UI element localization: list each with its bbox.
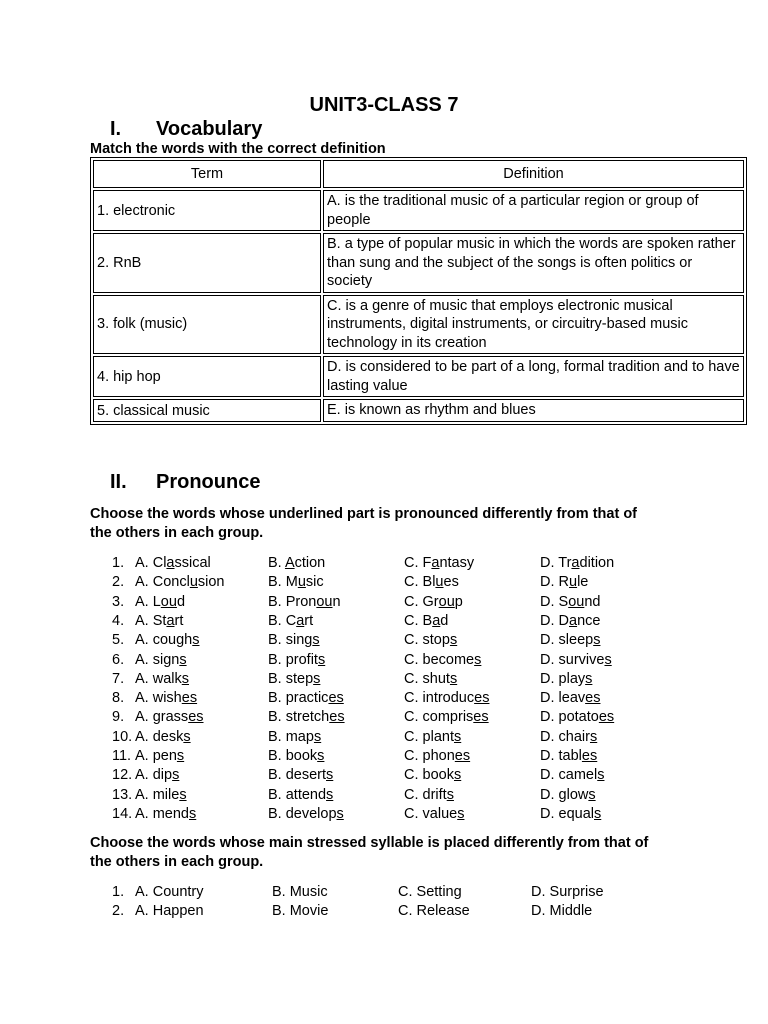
underlined-part: s: [189, 805, 197, 822]
term-cell: 2. RnB: [93, 233, 321, 293]
option-text: B. C: [268, 612, 297, 629]
option-text: nd: [584, 593, 601, 610]
underlined-part: s: [446, 786, 454, 803]
option-text: B. M: [268, 574, 298, 591]
option-b: [268, 787, 333, 803]
underlined-part: es: [328, 690, 344, 707]
option-a: [135, 806, 196, 822]
underlined-part: s: [313, 670, 321, 687]
option-c: [404, 709, 489, 725]
option-text: sic: [305, 574, 324, 591]
option-text: n: [332, 593, 341, 610]
option-c: [404, 632, 457, 648]
option-text: D. R: [540, 574, 569, 591]
table-row: [93, 295, 744, 355]
underlined-part: a: [431, 555, 440, 571]
option-a: [135, 767, 179, 783]
option-text: d: [176, 593, 186, 610]
underlined-part: es: [581, 748, 598, 764]
question-number: 2.: [112, 903, 125, 920]
option-d: [540, 690, 600, 706]
option-b: [268, 729, 321, 745]
table-row: [93, 399, 744, 422]
option-c: [404, 594, 463, 610]
option-text: C. shut: [404, 670, 450, 687]
option-text: C. become: [404, 651, 475, 668]
option-text: B. book: [268, 748, 318, 764]
section-title: Vocabulary: [156, 118, 263, 140]
vocab-instruction: Match the words with the correct definition: [90, 141, 386, 157]
stress-instruction-line1: Choose the words whose main stressed syllable is placed differently from that of: [90, 835, 649, 851]
underlined-part: s: [326, 786, 334, 803]
option-b: [268, 632, 320, 648]
option-text: B. step: [268, 670, 314, 687]
option-c: [404, 690, 489, 706]
underlined-part: a: [296, 612, 305, 629]
question-number: 5.: [112, 632, 125, 649]
option-text: ction: [294, 555, 326, 571]
option-text: es: [443, 574, 459, 591]
underlined-part: s: [179, 651, 187, 668]
option-d: D. Surprise: [531, 884, 604, 900]
option-text: A. walk: [135, 670, 182, 687]
underlined-part: es: [585, 690, 601, 707]
option-d: [540, 806, 601, 822]
underlined-part: ou: [568, 593, 585, 610]
term-cell: 4. hip hop: [93, 356, 321, 397]
option-text: A. St: [135, 612, 167, 629]
option-text: C. Bl: [404, 574, 436, 591]
option-b: [268, 574, 324, 590]
option-text: C. introduc: [404, 690, 475, 707]
option-text: D. leav: [540, 690, 586, 707]
underlined-part: s: [176, 748, 185, 764]
option-text: D. potato: [540, 709, 599, 726]
underlined-part: a: [571, 555, 580, 571]
option-c: [404, 671, 457, 687]
option-text: rt: [174, 612, 184, 629]
underlined-part: a: [166, 555, 175, 571]
option-text: B. sing: [268, 632, 313, 649]
option-a: [135, 594, 185, 610]
option-a: [135, 748, 184, 764]
table-row: [93, 356, 744, 397]
option-d: [540, 671, 592, 687]
option-c: [404, 729, 461, 745]
pronounce-instruction-line1: Choose the words whose underlined part is pronounced differently from that of: [90, 506, 638, 522]
option-a: [135, 555, 211, 571]
underlined-part: es: [181, 690, 198, 707]
option-text: C. value: [404, 805, 458, 822]
option-text: D. tabl: [540, 748, 582, 764]
option-b: [268, 767, 333, 783]
underlined-part: s: [449, 632, 458, 649]
underlined-part: s: [183, 728, 191, 745]
question-number: 1.: [112, 884, 125, 900]
option-text: B. practic: [268, 690, 329, 707]
option-b: [268, 555, 325, 571]
option-c: [404, 574, 459, 590]
option-text: d: [440, 612, 449, 629]
definition-cell: A. is the traditional music of a particular region or group of people: [323, 190, 744, 231]
option-text: D. chair: [540, 728, 590, 745]
option-text: D. glow: [540, 786, 589, 803]
underlined-part: s: [449, 670, 458, 687]
question-number: 13.: [112, 786, 133, 803]
option-b: [268, 613, 313, 629]
underlined-part: es: [188, 709, 204, 726]
option-text: A. pen: [135, 748, 177, 764]
option-text: B. map: [268, 728, 314, 745]
option-text: D. S: [540, 593, 569, 610]
option-b: [268, 690, 344, 706]
underlined-part: s: [172, 767, 180, 784]
option-b: [268, 594, 341, 610]
option-text: p: [454, 593, 463, 610]
option-text: le: [577, 574, 589, 591]
option-text: D. camel: [540, 767, 598, 784]
option-text: B.: [268, 555, 285, 571]
section-number: I.: [110, 118, 122, 140]
option-text: A. desk: [135, 728, 184, 745]
option-text: B. attend: [268, 786, 327, 803]
underlined-part: a: [166, 612, 175, 629]
option-a: [135, 652, 187, 668]
option-d: [540, 748, 597, 764]
definition-cell: B. a type of popular music in which the words are spoken rather than sung and the subject of the songs is often politics or society: [323, 233, 744, 293]
option-c: [404, 767, 461, 783]
column-header-definition: Definition: [323, 160, 744, 188]
underlined-part: s: [604, 651, 612, 668]
option-text: A. grass: [135, 709, 189, 726]
option-d: [540, 787, 596, 803]
option-c: C. Setting: [398, 884, 462, 900]
question-number: 2.: [112, 574, 125, 591]
option-c: [404, 806, 464, 822]
option-text: A. wish: [135, 690, 182, 707]
option-text: ntasy: [439, 555, 475, 571]
page-title: UNIT3-CLASS 7: [309, 94, 459, 116]
option-a: A. Country: [135, 884, 204, 900]
option-text: A. mend: [135, 805, 189, 822]
term-cell: 5. classical music: [93, 399, 321, 422]
section-heading-pronounce: [110, 471, 260, 494]
option-b: B. Music: [272, 884, 328, 900]
underlined-part: A: [284, 555, 295, 571]
underlined-part: s: [312, 632, 320, 649]
option-text: A. Cl: [135, 555, 167, 571]
underlined-part: s: [317, 651, 326, 668]
option-text: D. Tr: [540, 555, 572, 571]
option-text: A. cough: [135, 632, 193, 649]
underlined-part: u: [297, 574, 306, 591]
option-b: [268, 806, 344, 822]
option-a: [135, 574, 225, 590]
option-text: C. B: [404, 612, 433, 629]
option-text: B. Pron: [268, 593, 317, 610]
underlined-part: ou: [160, 593, 177, 610]
term-cell: 3. folk (music): [93, 295, 321, 355]
question-number: 6.: [112, 651, 125, 668]
question-number: 14.: [112, 805, 133, 822]
section-number: II.: [110, 471, 127, 493]
term-cell: 1. electronic: [93, 190, 321, 231]
underlined-part: ou: [438, 593, 455, 610]
option-b: [268, 671, 320, 687]
option-d: [540, 729, 597, 745]
option-text: A. L: [135, 593, 161, 610]
option-d: [540, 632, 600, 648]
table-row: [93, 190, 744, 231]
option-text: B. profit: [268, 651, 318, 668]
option-c: [404, 555, 474, 571]
option-text: D. survive: [540, 651, 605, 668]
option-text: ssical: [174, 555, 211, 571]
option-a: [135, 613, 183, 629]
option-d: [540, 555, 614, 571]
question-number: 3.: [112, 593, 125, 610]
underlined-part: ou: [316, 593, 333, 610]
underlined-part: s: [453, 767, 462, 784]
underlined-part: es: [474, 690, 490, 707]
definition-cell: C. is a genre of music that employs electronic musical instruments, digital instruments, or circuitry-based music technology in its creation: [323, 295, 744, 355]
option-text: C. compris: [404, 709, 474, 726]
underlined-part: s: [179, 786, 187, 803]
option-b: B. Movie: [272, 903, 329, 920]
option-d: [540, 652, 612, 668]
option-text: A. dip: [135, 767, 173, 784]
underlined-part: a: [569, 612, 578, 629]
underlined-part: s: [589, 728, 598, 745]
question-number: 12.: [112, 767, 133, 784]
underlined-part: s: [181, 670, 189, 687]
underlined-part: s: [474, 651, 482, 668]
underlined-part: es: [598, 709, 615, 726]
option-a: [135, 787, 187, 803]
option-text: D. sleep: [540, 632, 594, 649]
underlined-part: s: [588, 786, 596, 803]
option-text: A. sign: [135, 651, 180, 668]
option-c: [404, 613, 448, 629]
question-number: 1.: [112, 555, 125, 571]
option-c: [404, 748, 470, 764]
option-d: D. Middle: [531, 903, 593, 920]
question-number: 4.: [112, 612, 125, 629]
underlined-part: s: [597, 767, 605, 784]
option-a: [135, 690, 197, 706]
option-a: [135, 709, 204, 725]
option-text: B. desert: [268, 767, 327, 784]
underlined-part: s: [593, 632, 601, 649]
option-a: [135, 632, 200, 648]
underlined-part: s: [326, 767, 334, 784]
option-text: C. phon: [404, 748, 455, 764]
option-text: sion: [197, 574, 225, 591]
option-text: C. Gr: [404, 593, 439, 610]
option-text: B. develop: [268, 805, 337, 822]
option-d: [540, 767, 604, 783]
question-number: 10.: [112, 728, 133, 745]
question-number: 9.: [112, 709, 125, 726]
option-text: C. plant: [404, 728, 454, 745]
underlined-part: u: [569, 574, 578, 591]
pronounce-instruction-line2: the others in each group.: [90, 525, 264, 541]
underlined-part: s: [317, 748, 325, 764]
underlined-part: u: [435, 574, 444, 591]
table-header-row: [93, 160, 744, 188]
underlined-part: es: [473, 709, 489, 726]
option-text: rt: [304, 612, 314, 629]
underlined-part: s: [594, 805, 602, 822]
option-a: A. Happen: [135, 903, 204, 920]
column-header-term: Term: [93, 160, 321, 188]
underlined-part: s: [336, 805, 344, 822]
definition-cell: E. is known as rhythm and blues: [323, 399, 744, 422]
option-d: [540, 613, 600, 629]
option-b: [268, 748, 324, 764]
underlined-part: a: [432, 612, 441, 629]
option-a: [135, 671, 189, 687]
option-text: B. stretch: [268, 709, 330, 726]
option-c: C. Release: [398, 903, 470, 920]
definition-cell: D. is considered to be part of a long, formal tradition and to have lasting value: [323, 356, 744, 397]
option-b: [268, 652, 325, 668]
option-c: [404, 787, 454, 803]
section-heading-vocabulary: [110, 118, 262, 141]
option-d: [540, 594, 600, 610]
option-text: C. book: [404, 767, 454, 784]
underlined-part: es: [454, 748, 471, 764]
option-d: [540, 574, 588, 590]
option-text: C. F: [404, 555, 432, 571]
option-text: C. stop: [404, 632, 450, 649]
option-text: dition: [579, 555, 615, 571]
option-c: [404, 652, 481, 668]
option-text: A. Concl: [135, 574, 190, 591]
option-a: [135, 729, 191, 745]
question-number: 7.: [112, 670, 125, 687]
underlined-part: s: [457, 805, 465, 822]
question-number: 11.: [112, 748, 132, 764]
option-text: D. play: [540, 670, 586, 687]
underlined-part: s: [585, 670, 593, 687]
underlined-part: s: [192, 632, 200, 649]
option-text: C. drift: [404, 786, 447, 803]
option-text: A. mile: [135, 786, 180, 803]
table-row: [93, 233, 744, 293]
option-text: D. equal: [540, 805, 595, 822]
underlined-part: s: [453, 728, 462, 745]
question-number: 8.: [112, 690, 125, 707]
underlined-part: u: [189, 574, 198, 591]
option-text: D. D: [540, 612, 569, 629]
stress-instruction-line2: the others in each group.: [90, 854, 264, 870]
underlined-part: s: [313, 728, 322, 745]
underlined-part: es: [329, 709, 345, 726]
option-text: nce: [577, 612, 601, 629]
option-b: [268, 709, 345, 725]
section-title: Pronounce: [156, 471, 261, 493]
vocabulary-table: [90, 157, 747, 425]
option-d: [540, 709, 614, 725]
